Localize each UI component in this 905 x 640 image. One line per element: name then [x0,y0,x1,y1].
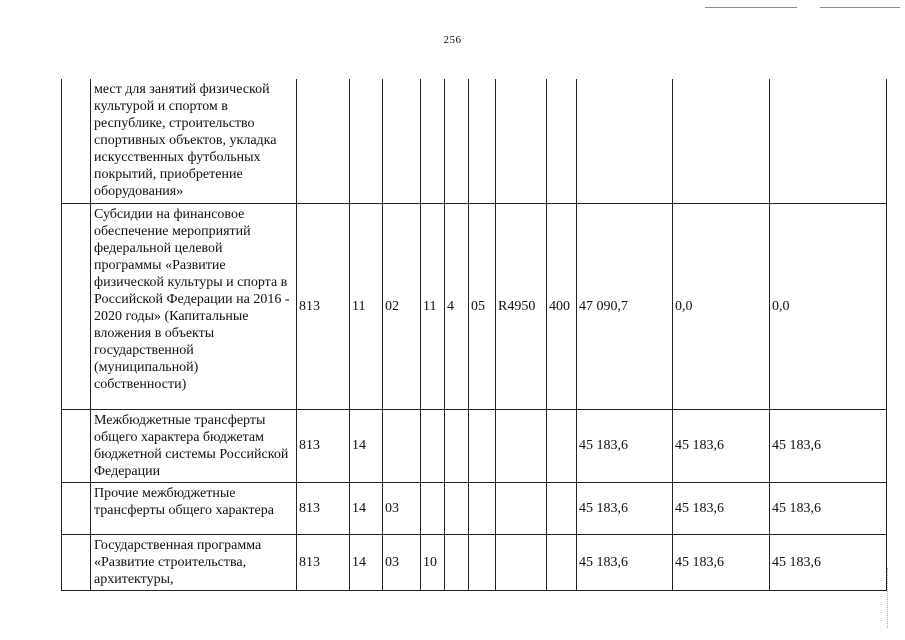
program-code [421,482,445,534]
subprogram-code [445,534,469,590]
subsection-code: 03 [383,534,421,590]
program-code: 11 [421,203,445,409]
amount-year1 [577,79,673,203]
expense-type-code [547,79,577,203]
table-row [62,409,887,482]
scan-mark [820,7,900,8]
amount-year1: 45 183,6 [577,482,673,534]
section-code: 14 [350,482,383,534]
subsection-code: 02 [383,203,421,409]
section-code: 11 [350,203,383,409]
row-name: Межбюджетные трансферты общего характера бюджетам бюджетной системы Российской Федерации [91,409,297,482]
table-row [62,534,887,590]
ministry-code: 813 [297,534,350,590]
activity-code [469,482,496,534]
target-code [496,534,547,590]
amount-year2: 45 183,6 [673,482,770,534]
row-name: Государственная программа «Развитие строительства, архитектуры, [91,534,297,590]
table-row [62,79,887,203]
blank-cell [62,534,91,590]
subprogram-code [445,79,469,203]
expense-type-code [547,482,577,534]
section-code: 14 [350,409,383,482]
page-number: 256 [443,34,462,46]
blank-cell [62,482,91,534]
blank-cell [62,203,91,409]
ministry-code: 813 [297,203,350,409]
subprogram-code [445,482,469,534]
subsection-code: 03 [383,482,421,534]
ministry-code: 813 [297,409,350,482]
blank-cell [62,409,91,482]
ministry-code: 813 [297,482,350,534]
amount-year3: 0,0 [770,203,887,409]
target-code [496,482,547,534]
section-code [350,79,383,203]
row-name: Прочие межбюджетные трансферты общего характера [91,482,297,534]
amount-year3 [770,79,887,203]
table-row [62,482,887,534]
target-code [496,79,547,203]
target-code [496,409,547,482]
amount-year2 [673,79,770,203]
subsection-code [383,409,421,482]
scan-edge-mark [887,568,890,628]
activity-code [469,534,496,590]
activity-code [469,409,496,482]
target-code: R4950 [496,203,547,409]
program-code [421,79,445,203]
amount-year2: 0,0 [673,203,770,409]
amount-year3: 45 183,6 [770,409,887,482]
activity-code: 05 [469,203,496,409]
table-row [62,203,887,409]
budget-table [61,79,887,591]
program-code: 10 [421,534,445,590]
subsection-code [383,79,421,203]
amount-year1: 45 183,6 [577,409,673,482]
amount-year3: 45 183,6 [770,482,887,534]
row-name: мест для занятий физической культурой и спортом в республике, строительство спортивных объектов, укладка искусственных футбольных покрытий, приобретение оборудования» [91,79,297,203]
program-code [421,409,445,482]
blank-cell [62,79,91,203]
expense-type-code: 400 [547,203,577,409]
row-name: Субсидии на финансовое обеспечение мероприятий федеральной целевой программы «Развитие физической культуры и спорта в Российской Федерации на 2016 - 2020 годы» (Капитальные вложения в объекты государственной (муниципальной) собственности) [91,203,297,409]
activity-code [469,79,496,203]
expense-type-code [547,409,577,482]
subprogram-code [445,409,469,482]
scan-mark [705,7,797,8]
ministry-code [297,79,350,203]
section-code: 14 [350,534,383,590]
amount-year1: 45 183,6 [577,534,673,590]
expense-type-code [547,534,577,590]
subprogram-code: 4 [445,203,469,409]
amount-year2: 45 183,6 [673,409,770,482]
amount-year1: 47 090,7 [577,203,673,409]
amount-year2: 45 183,6 [673,534,770,590]
amount-year3: 45 183,6 [770,534,887,590]
